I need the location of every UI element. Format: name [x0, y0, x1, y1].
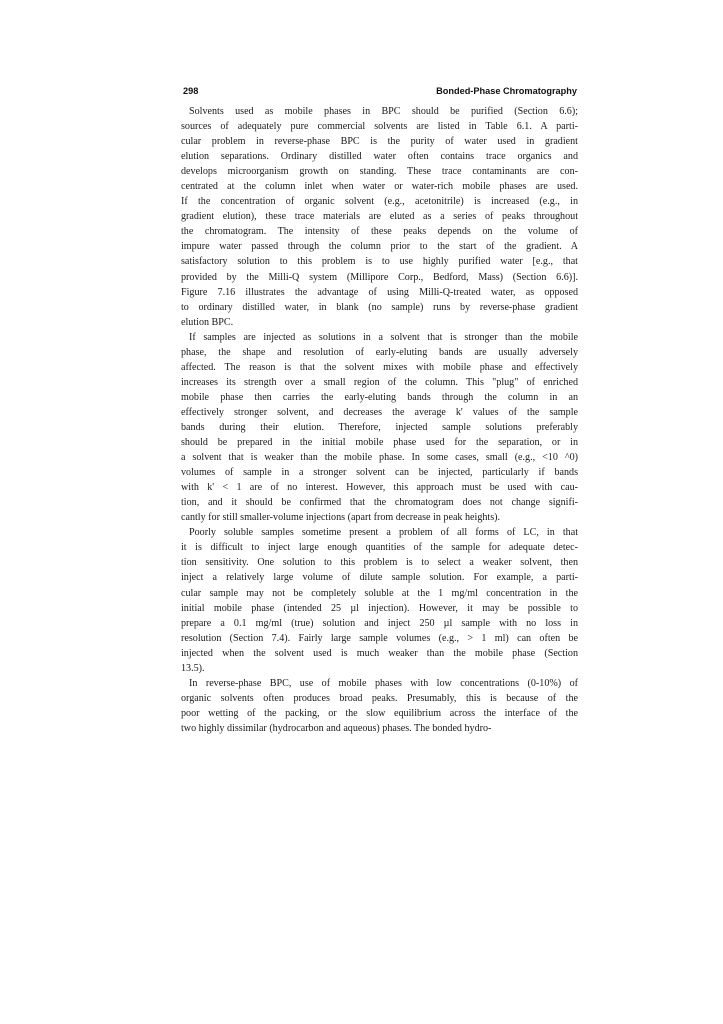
text-line: 13.5). [181, 662, 205, 674]
page-number: 298 [183, 86, 199, 96]
text-line: effectively stronger solvent, and decreases the average k' values of the sample [181, 406, 578, 418]
text-line: two highly dissimilar (hydrocarbon and aqueous) phases. The bonded hydro- [181, 722, 492, 734]
text-line: Figure 7.16 illustrates the advantage of using Milli-Q-treated water, as opposed [181, 286, 578, 298]
running-head: Bonded-Phase Chromatography [436, 86, 577, 96]
text-line: Solvents used as mobile phases in BPC should be purified (Section 6.6); [189, 106, 578, 117]
text-line: phase, the shape and resolution of early-eluting bands are usually adversely [181, 346, 578, 358]
text-line: initial mobile phase (intended 25 µl injection). However, it may be possible to [181, 602, 578, 614]
text-line: elution separations. Ordinary distilled water often contains trace organics and [181, 151, 578, 163]
text-line: it is difficult to inject large enough quantities of the sample for adequate detec- [181, 542, 578, 554]
text-line: affected. The reason is that the solvent mixes with mobile phase and effectively [181, 361, 578, 373]
text-line: In reverse-phase BPC, use of mobile phases with low concentrations (0-10%) of [189, 677, 578, 689]
page-header [183, 86, 577, 102]
text-line: develops microorganism growth on standing. These trace contaminants are con- [181, 166, 578, 178]
text-line: tion, and it should be confirmed that the chromatogram does not change signifi- [181, 497, 578, 509]
text-line: the chromatogram. The intensity of these peaks depends on the volume of [181, 226, 578, 238]
paragraph [181, 330, 578, 526]
text-line: tion sensitivity. One solution to this problem is to select a weaker solvent, then [181, 557, 578, 569]
text-line: provided by the Milli-Q system (Millipore Corp., Bedford, Mass) (Section 6.6)]. [181, 271, 578, 283]
text-line: centrated at the column inlet when water or water-rich mobile phases are used. [181, 181, 578, 193]
text-line: a solvent that is weaker than the mobile phase. In some cases, small (e.g., <10 ^0) [181, 452, 578, 464]
text-line: impure water passed through the column prior to the start of the gradient. A [181, 241, 578, 253]
text-line: bands during their elution. Therefore, injected sample solutions preferably [181, 421, 578, 433]
text-line: If the concentration of organic solvent (e.g., acetonitrile) is increased (e.g., in [181, 196, 578, 208]
text-line: poor wetting of the packing, or the slow equilibrium across the interface of the [181, 707, 578, 719]
text-line: elution BPC. [181, 316, 234, 328]
text-line: to ordinary distilled water, in blank (no sample) runs by reverse-phase gradient [181, 301, 578, 313]
text-line: gradient elution), these trace materials are eluted as a series of peaks throughout [181, 211, 578, 223]
text-line: injected when the solvent used is much weaker than the mobile phase (Section [181, 647, 578, 659]
paragraph [181, 676, 578, 736]
text-line: increases its strength over a small region of the column. This "plug" of enriched [181, 376, 578, 388]
paragraph [181, 104, 578, 330]
text-line: volumes of sample in a stronger solvent can be injected, particularly if bands [181, 467, 578, 479]
text-line: cular sample may not be completely soluble at the 1 mg/ml concentration in the [181, 587, 578, 599]
text-line: cantly for still smaller-volume injections (apart from decrease in peak heights). [181, 512, 501, 524]
text-line: prepare a 0.1 mg/ml (true) solution and inject 250 µl sample with no loss in [181, 617, 578, 629]
text-line: cular problem in reverse-phase BPC is the purity of water used in gradient [181, 136, 578, 148]
text-line: sources of adequately pure commercial solvents are listed in Table 6.1. A parti- [181, 121, 578, 133]
text-line: resolution (Section 7.4). Fairly large sample volumes (e.g., > 1 ml) can often be [181, 632, 578, 644]
text-line: with k' < 1 are of no interest. However, this approach must be used with cau- [181, 482, 578, 494]
text-line: organic solvents often produces broad peaks. Presumably, this is because of the [181, 692, 578, 704]
paragraph [181, 525, 578, 675]
text-line: satisfactory solution to this problem is to use highly purified water [e.g., that [181, 256, 578, 268]
text-line: inject a relatively large volume of dilute sample solution. For example, a parti- [181, 572, 578, 584]
text-line: Poorly soluble samples sometime present a problem of all forms of LC, in that [189, 527, 578, 539]
text-line: If samples are injected as solutions in a solvent that is stronger than the mobile [189, 331, 578, 343]
body-text [181, 104, 578, 736]
text-line: should be prepared in the initial mobile phase used for the separation, or in [181, 437, 578, 449]
text-line: mobile phase then carries the early-eluting bands through the column in an [181, 391, 578, 403]
